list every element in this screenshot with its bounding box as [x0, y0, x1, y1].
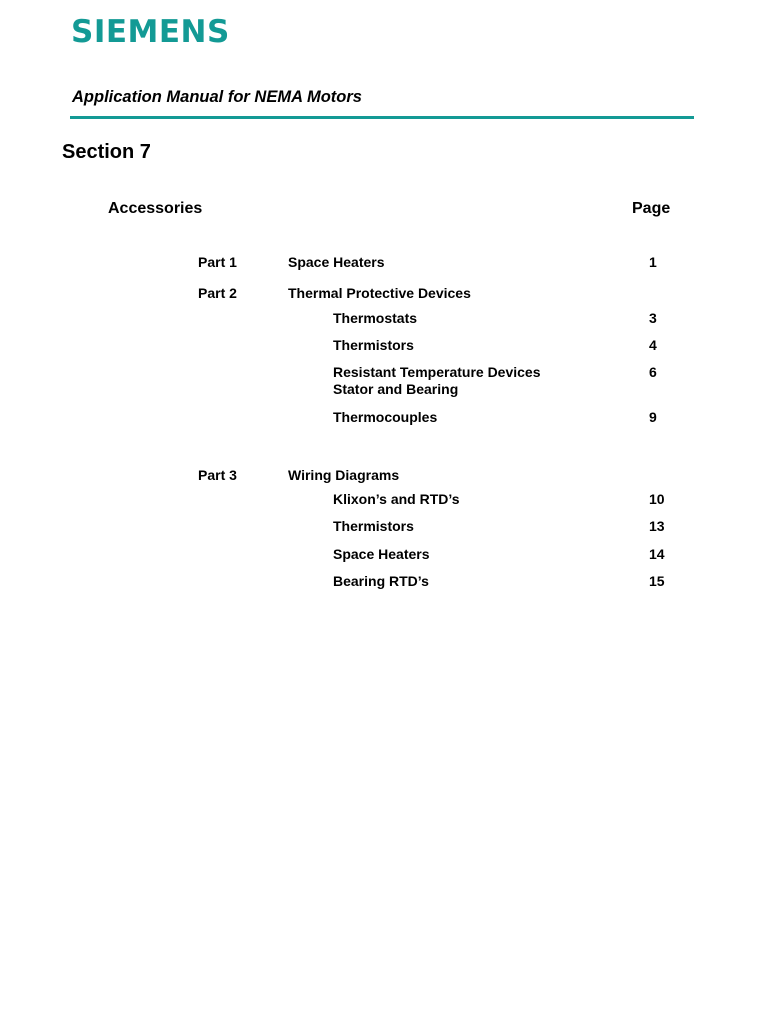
siemens-logo: SIEMENS	[71, 14, 230, 50]
toc-entry-bearing-rtds-page: 15	[649, 573, 665, 589]
part-3-label: Part 3	[198, 467, 237, 483]
part-1-label: Part 1	[198, 254, 237, 270]
toc-entry-wiring-space-heaters: Space Heaters	[333, 546, 430, 562]
toc-entry-thermocouples-page: 9	[649, 409, 657, 425]
toc-entry-klixons-rtds: Klixon’s and RTD’s	[333, 491, 460, 507]
manual-title: Application Manual for NEMA Motors	[72, 88, 362, 106]
part-3-title: Wiring Diagrams	[288, 467, 400, 483]
toc-entry-thermocouples: Thermocouples	[333, 409, 438, 425]
part-1-page: 1	[649, 254, 657, 270]
toc-entry-thermistors: Thermistors	[333, 337, 414, 353]
toc-entry-wiring-thermistors-page: 13	[649, 518, 665, 534]
toc-entry-wiring-thermistors: Thermistors	[333, 518, 414, 534]
toc-entry-rtd-page: 6	[649, 364, 657, 380]
toc-entry-wiring-space-heaters-page: 14	[649, 546, 665, 562]
toc-entry-thermostats: Thermostats	[333, 310, 418, 326]
accessories-heading: Accessories	[108, 200, 203, 217]
toc-entry-rtd-line2: Stator and Bearing	[333, 381, 459, 397]
header-divider	[70, 116, 694, 119]
part-2-title: Thermal Protective Devices	[288, 285, 471, 301]
page-column-heading: Page	[632, 200, 671, 217]
part-1-title: Space Heaters	[288, 254, 385, 270]
toc-entry-bearing-rtds: Bearing RTD’s	[333, 573, 429, 589]
toc-entry-rtd: Resistant Temperature Devices	[333, 364, 541, 380]
toc-entry-thermostats-page: 3	[649, 310, 657, 326]
section-title: Section 7	[62, 141, 151, 163]
toc-entry-thermistors-page: 4	[649, 337, 657, 353]
part-2-label: Part 2	[198, 285, 237, 301]
toc-entry-klixons-rtds-page: 10	[649, 491, 665, 507]
